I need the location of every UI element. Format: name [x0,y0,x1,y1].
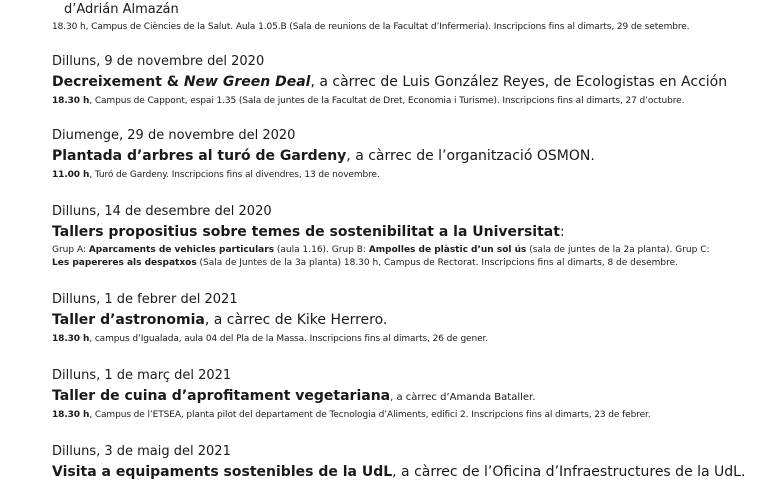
event-title: Visita a equipaments sostenibles de la UdL, a càrrec de l’Oficina d’Infraestructures de la UdL. [52,464,746,480]
event-date: Diumenge, 29 de novembre del 2020 [52,128,296,143]
previous-event-speaker: d’Adrián Almazán [64,2,179,17]
previous-event-details: 18.30 h, Campus de Ciències de la Salut. Aula 1.05.B (Sala de reunions de la Facultat d’Infermeria). Inscripcions fins al dimarts, 29 de setembre. [52,22,690,32]
event-details: 18.30 h, Campus de Cappont, espai 1.35 (Sala de juntes de la Facultat de Dret, Economia i Turisme). Inscripcions fins al dimarts, 27 d’octubre. [52,96,685,106]
event-date: Dilluns, 14 de desembre del 2020 [52,204,272,219]
event-title: Decreixement & New Green Deal, a càrrec de Luis González Reyes, de Ecologistas en Acción [52,74,728,90]
event-title: Tallers propositius sobre temes de sostenibilitat a la Universitat: [52,224,565,240]
event-title: Plantada d’arbres al turó de Gardeny, a càrrec de l’organització OSMON. [52,148,595,164]
event-details: 11.00 h, Turó de Gardeny. Inscripcions fins al divendres, 13 de novembre. [52,170,380,180]
event-date: Dilluns, 1 de març del 2021 [52,368,232,383]
event-details: Grup A: Aparcaments de vehicles particulars (aula 1.16). Grup B: Ampolles de plàstic d’un sol ús (sala de juntes de la 2a planta). Grup C: Les papereres als despatxos (Sala de Juntes de la 3a planta) 18.30 h, Campus de Rectorat. Inscripcions fins al dimarts, 8 de desembre. [52,245,710,268]
event-date: Dilluns, 1 de febrer del 2021 [52,292,238,307]
event-date: Dilluns, 9 de novembre del 2020 [52,54,265,69]
event-details: 18.30 h, campus d’Igualada, aula 04 del Pla de la Massa. Inscripcions fins al dimarts, 26 de gener. [52,334,489,344]
event-title: Taller de cuina d’aprofitament vegetariana, a càrrec d’Amanda Bataller. [52,388,536,404]
event-title: Taller d’astronomia, a càrrec de Kike Herrero. [52,312,388,328]
event-details: 18.30 h, Campus de l’ETSEA, planta pilot del departament de Tecnologia d’Aliments, edifici 2. Inscripcions fins al dimarts, 23 de febrer. [52,410,651,420]
event-date: Dilluns, 3 de maig del 2021 [52,444,231,459]
